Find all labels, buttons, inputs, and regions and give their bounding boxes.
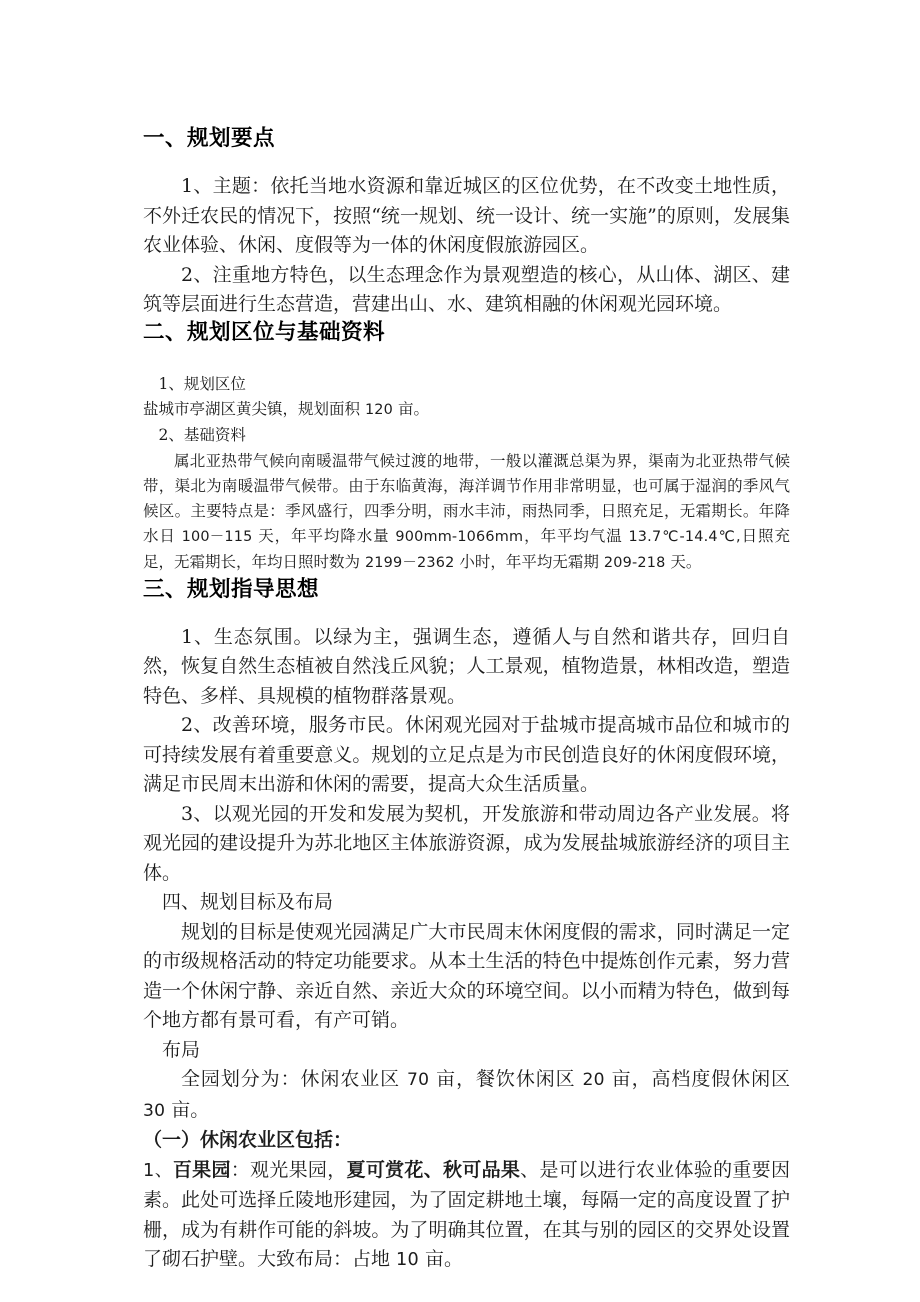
resort-zone-area: 30 <box>143 1100 166 1121</box>
frost-free-unit: 天。 <box>665 553 702 572</box>
rain-days-unit: 天， <box>252 527 292 546</box>
sub-label-planning-location: 1、规划区位 <box>158 374 246 393</box>
location-area-value: 120 <box>364 402 394 419</box>
frost-free-label: 年平均无霜期 <box>505 553 604 572</box>
layout-mid-1: 亩，餐饮休闲区 <box>429 1068 583 1091</box>
paragraph-3-1: 1、生态氛围。以绿为主，强调生态，遵循人与自然和谐共存，回归自然，恢复自然生态植被自然浅丘风貌；人工景观，植物造景，林相改造，塑造特色、多样、具规模的植物群落景观。 <box>143 625 790 707</box>
item-after-name: ：观光果园， <box>230 1158 347 1181</box>
spacer <box>143 346 790 372</box>
frost-free-value: 209-218 <box>603 555 666 572</box>
document-body <box>143 126 790 1276</box>
paragraph-1-2: 2、注重地方特色，以生态理念作为景观塑造的核心，从山体、湖区、建筑等层面进行生态营造，营建出山、水、建筑相融的休闲观光园环境。 <box>143 263 790 316</box>
orchard-area-unit: 亩。 <box>418 1248 463 1271</box>
rain-days-label: 年降水日 <box>143 501 790 546</box>
sub-heading-4-goals-layout: 四、规划目标及布局 <box>162 891 334 914</box>
location-suffix: 亩。 <box>393 400 429 419</box>
rainfall-unit: ， <box>523 527 541 546</box>
item-number: 1、 <box>143 1160 173 1181</box>
sunshine-hours-value: 2199－2362 <box>364 555 455 572</box>
agriculture-zone-area: 70 <box>407 1070 430 1091</box>
location-prefix: 盐城市亭湖区黄尖镇，规划面积 <box>143 400 365 419</box>
rain-days-value: 100－115 <box>181 529 253 546</box>
rainfall-value: 900mm-1066mm <box>395 529 524 546</box>
climate-description: 属北亚热带气候向南暖温带气候过渡的地带，一般以灌溉总渠为界，渠南为北亚热带气候带，渠北为南暖温带气候带。由于东临黄海，海洋调节作用非常明显，也可属于湿润的季风气候区。主要特点是：季风盛行，四季分明，雨水丰沛，雨热同季，日照充足，无霜期长。 <box>143 451 790 520</box>
orchard-area-value: 10 <box>396 1250 419 1271</box>
dining-zone-area: 20 <box>582 1070 605 1091</box>
section-heading-1: 一、规划要点 <box>143 126 276 151</box>
paragraph-3-2: 2、改善环境，服务市民。休闲观光园对于盐城市提高城市品位和城市的可持续发展有着重要意义。规划的立足点是为市民创造良好的休闲度假环境，满足市民周末出游和休闲的需要，提高大众生活质量。 <box>143 714 790 796</box>
paragraph-3-3: 3、以观光园的开发和发展为契机，开发旅游和带动周边各产业发展。将观光园的建设提升为苏北地区主体旅游资源，成为发展盐城旅游经济的项目主体。 <box>143 802 790 884</box>
spacer <box>143 603 790 623</box>
section-heading-3: 三、规划指导思想 <box>143 576 320 602</box>
temperature-value: 13.7℃-14.4℃ <box>628 529 736 546</box>
spacer <box>143 152 790 172</box>
location-line <box>143 397 790 423</box>
temperature-label: 年平均气温 <box>540 527 629 546</box>
sunshine-hours-unit: 小时， <box>454 553 506 572</box>
item-feature-seasonal: 夏可赏花、秋可品果 <box>346 1158 521 1181</box>
climate-paragraph <box>143 449 790 577</box>
item-description: 、是可以进行农业体验的重要因素。此处可选择丘陵地形建园，为了固定耕地土壤，每隔一定的高度设置了护栅，成为有耕作可能的斜坡。为了明确其位置，在其与别的园区的交界处设置了砌石护壁。大致布局：占地 <box>143 1158 790 1271</box>
temperature-unit: , <box>735 529 741 546</box>
section-heading-2: 二、规划区位与基础资料 <box>143 319 386 345</box>
paragraph-1-1: 1、主题：依托当地水资源和靠近城区的区位优势，在不改变土地性质，不外迁农民的情况下，按照“统一规划、统一设计、统一实施”的原则，发展集农业体验、休闲、度假等为一体的休闲度假旅游园区。 <box>143 175 790 257</box>
label-layout: 布局 <box>162 1038 201 1061</box>
group-heading-agriculture-zone: （一）休闲农业区包括： <box>143 1129 353 1152</box>
paragraph-goals: 规划的目标是使观光园满足广大市民周末休闲度假的需求，同时满足一定的市级规格活动的特定功能要求。从本土生活的特色中提炼创作元素，努力营造一个休闲宁静、亲近自然、亲近大众的环境空间。以小而精为特色，做到每个地方都有景可看，有产可销。 <box>143 920 790 1032</box>
sub-label-basic-data: 2、基础资料 <box>158 426 246 445</box>
layout-allocation-line <box>143 1065 790 1126</box>
rainfall-label: 年平均降水量 <box>291 527 396 546</box>
layout-prefix: 全园划分为：休闲农业区 <box>181 1068 408 1091</box>
sunshine-prefix: 日照充足，无霜期长，年均日照时数为 <box>143 527 790 572</box>
list-item-1-orchard <box>143 1156 790 1276</box>
layout-mid-2: 亩，高档度假休闲区 <box>604 1068 790 1091</box>
item-name-orchard: 百果园 <box>172 1158 231 1181</box>
layout-suffix: 亩。 <box>165 1098 210 1121</box>
